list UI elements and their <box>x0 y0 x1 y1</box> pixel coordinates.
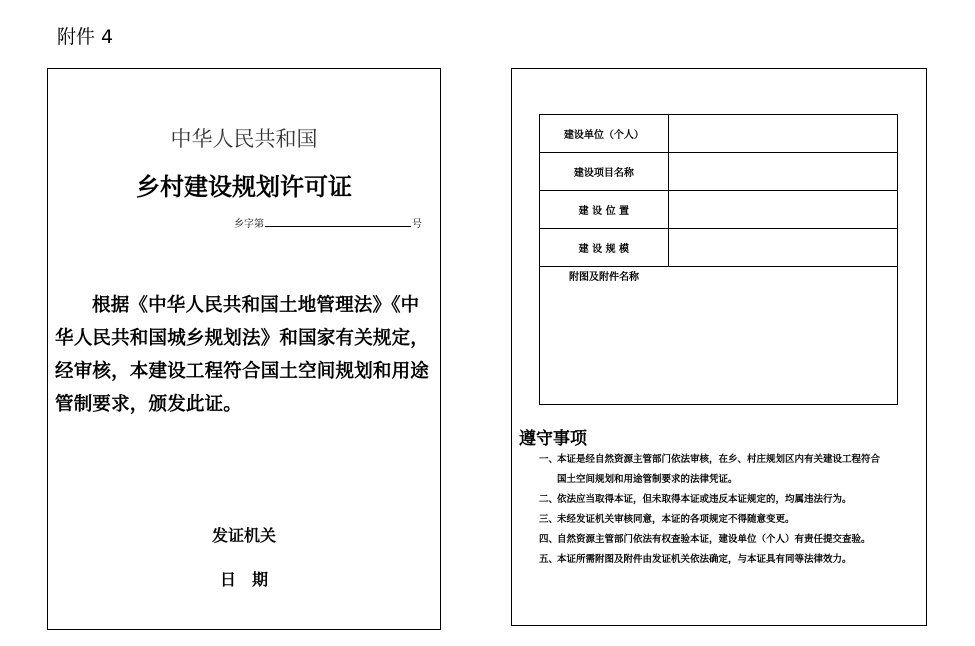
rule-number: 五、 <box>539 554 559 565</box>
field-label-location: 建 设 位 置 <box>540 191 669 229</box>
rule-text: 本证是经自然资源主管部门依法审核，在乡、村庄规划区内有关建设工程符合国土空间规划和用途管制要求的法律凭证。 <box>557 454 881 485</box>
rules-list <box>539 450 884 570</box>
field-label-builder: 建设单位（个人） <box>540 115 669 153</box>
rules-title: 遵守事项 <box>519 429 587 449</box>
table-row <box>540 267 898 405</box>
certificate-front-page <box>47 68 441 630</box>
rule-number: 一、 <box>539 454 559 465</box>
list-item <box>539 490 884 510</box>
list-item <box>539 550 884 570</box>
list-item <box>539 530 884 550</box>
attachments-cell <box>540 267 898 405</box>
field-label-scale: 建 设 规 模 <box>540 229 669 267</box>
field-value-builder <box>668 115 897 153</box>
field-value-location <box>668 191 897 229</box>
attachment-label: 附件 4 <box>57 26 114 48</box>
project-info-table <box>539 114 898 405</box>
serial-blank-line <box>265 217 411 227</box>
list-item <box>539 450 884 490</box>
issue-date: 日 期 <box>219 570 268 589</box>
attachments-label: 附图及附件名称 <box>569 272 639 283</box>
rule-number: 四、 <box>539 534 559 545</box>
rule-text: 未经发证机关审核同意，本证的各项规定不得随意变更。 <box>557 514 795 525</box>
table-row <box>540 115 898 153</box>
field-value-project-name <box>668 153 897 191</box>
rule-number: 三、 <box>539 514 559 525</box>
table-row <box>540 153 898 191</box>
table-row <box>540 191 898 229</box>
issuing-authority: 发证机关 <box>211 526 276 545</box>
rule-text: 自然资源主管部门依法有权查验本证，建设单位（个人）有责任提交查验。 <box>557 534 871 545</box>
field-label-project-name: 建设项目名称 <box>540 153 669 191</box>
rule-text: 本证所需附图及附件由发证机关依法确定，与本证具有同等法律效力。 <box>557 554 852 565</box>
serial-number <box>234 215 422 230</box>
country-name: 中华人民共和国 <box>170 127 318 151</box>
serial-prefix: 乡字第 <box>234 219 264 230</box>
certificate-back-page <box>511 68 927 626</box>
table-row <box>540 229 898 267</box>
certificate-body-text: 根据《中华人民共和国土地管理法》《中华人民共和国城乡规划法》和国家有关规定，经审核，本建设工程符合国土空间规划和用途管制要求，颁发此证。 <box>55 295 430 415</box>
rule-text: 依法应当取得本证，但未取得本证或违反本证规定的，均属违法行为。 <box>557 494 852 505</box>
rule-number: 二、 <box>539 494 559 505</box>
serial-suffix: 号 <box>412 219 422 230</box>
certificate-title: 乡村建设规划许可证 <box>136 173 352 201</box>
list-item <box>539 510 884 530</box>
field-value-scale <box>668 229 897 267</box>
